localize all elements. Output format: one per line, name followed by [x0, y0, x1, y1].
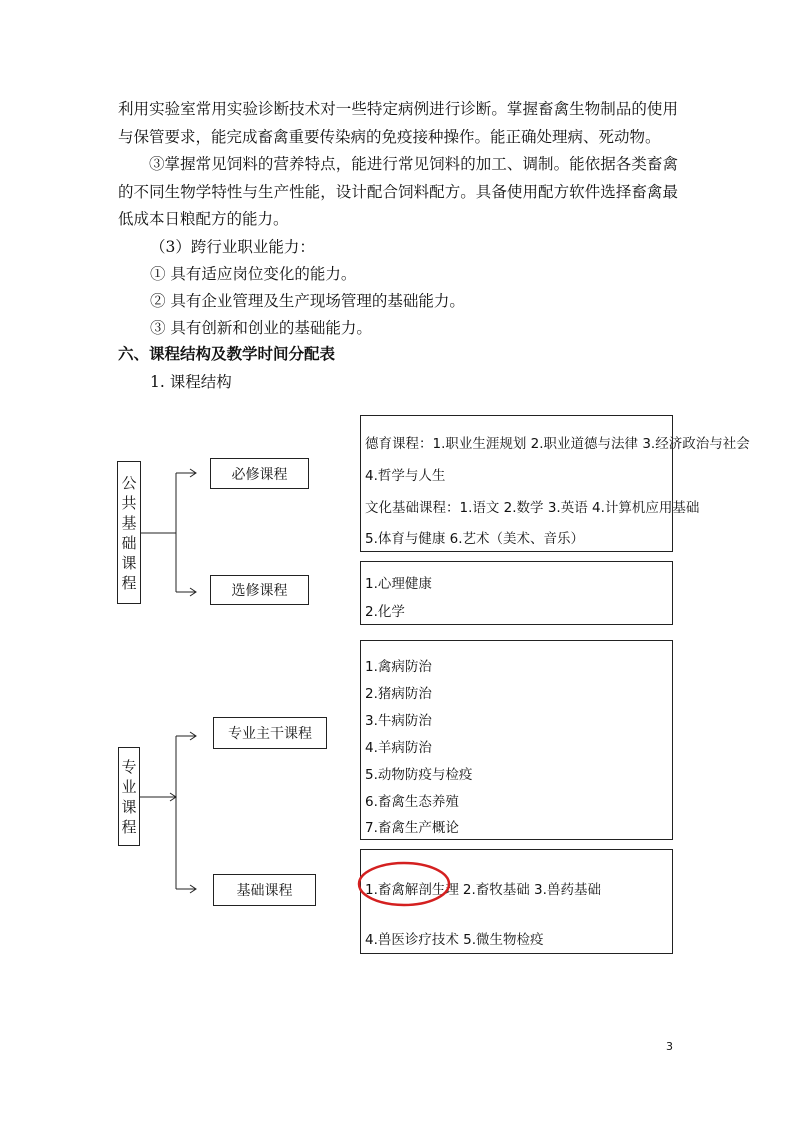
subheading-cross-industry: （3）跨行业职业能力：	[150, 238, 315, 256]
elective-courses-label: 选修课程	[210, 575, 309, 605]
group-char: 课	[121, 553, 137, 572]
list-item: ③ 具有创新和创业的基础能力。	[150, 319, 372, 337]
course-line: 5.体育与健康 6.艺术（美术、音乐）	[365, 531, 585, 547]
core-courses-label: 专业主干课程	[213, 717, 327, 749]
basic-courses-content	[360, 849, 673, 954]
group-char: 程	[121, 817, 137, 836]
group-char: 专	[121, 757, 137, 776]
course-line: 4.羊病防治	[365, 740, 432, 756]
major-courses-box	[118, 747, 140, 846]
course-line: 文化基础课程：1.语文 2.数学 3.英语 4.计算机应用基础	[365, 500, 700, 516]
public-basic-courses-box	[117, 461, 141, 604]
group-char: 基	[121, 513, 137, 532]
course-line: 4.兽医诊疗技术 5.微生物检疫	[365, 932, 544, 948]
course-line	[365, 878, 601, 898]
course-line: 1.禽病防治	[365, 659, 432, 675]
course-line: 7.畜禽生产概论	[365, 820, 459, 836]
course-line: 1.心理健康	[365, 576, 432, 592]
course-line: 5.动物防疫与检疫	[365, 767, 473, 783]
circled-course: 1.畜禽解剖生理	[365, 882, 459, 898]
group-char: 业	[121, 777, 137, 796]
course-line: 4.哲学与人生	[365, 468, 446, 484]
course-line: 2.猪病防治	[365, 686, 432, 702]
basic-courses-label: 基础课程	[213, 874, 316, 906]
course-line: 6.畜禽生态养殖	[365, 794, 459, 810]
group-char: 础	[121, 533, 137, 552]
paragraph-feed: ③掌握常见饲料的营养特点，能进行常见饲料的加工、调制。能依据各类畜禽的不同生物学特性与生产性能，设计配合饲料配方。具备使用配方软件选择畜禽最低成本日粮配方的能力。	[118, 155, 678, 228]
required-courses-label: 必修课程	[210, 458, 309, 489]
page-number: 3	[666, 1040, 673, 1053]
core-courses-content	[360, 640, 673, 840]
course-line: 德育课程：1.职业生涯规划 2.职业道德与法律 3.经济政治与社会	[365, 436, 750, 452]
paragraph-diagnosis: 利用实验室常用实验诊断技术对一些特定病例进行诊断。掌握畜禽生物制品的使用与保管要求，能完成畜禽重要传染病的免疫接种操作。能正确处理病、死动物。	[118, 100, 678, 146]
course-line: 2.化学	[365, 604, 405, 620]
group-char: 共	[121, 493, 137, 512]
group-char: 程	[121, 573, 137, 592]
subheading-structure: 1. 课程结构	[150, 373, 232, 391]
course-line-rest: 2.畜牧基础 3.兽药基础	[462, 882, 601, 898]
list-item: ① 具有适应岗位变化的能力。	[150, 265, 357, 283]
elective-courses-content	[360, 561, 673, 625]
list-item: ② 具有企业管理及生产现场管理的基础能力。	[150, 292, 465, 310]
group-char: 课	[121, 797, 137, 816]
required-courses-content	[360, 415, 750, 552]
group-char: 公	[121, 473, 137, 492]
section-heading: 六、课程结构及教学时间分配表	[118, 345, 336, 363]
course-line: 3.牛病防治	[365, 713, 432, 729]
